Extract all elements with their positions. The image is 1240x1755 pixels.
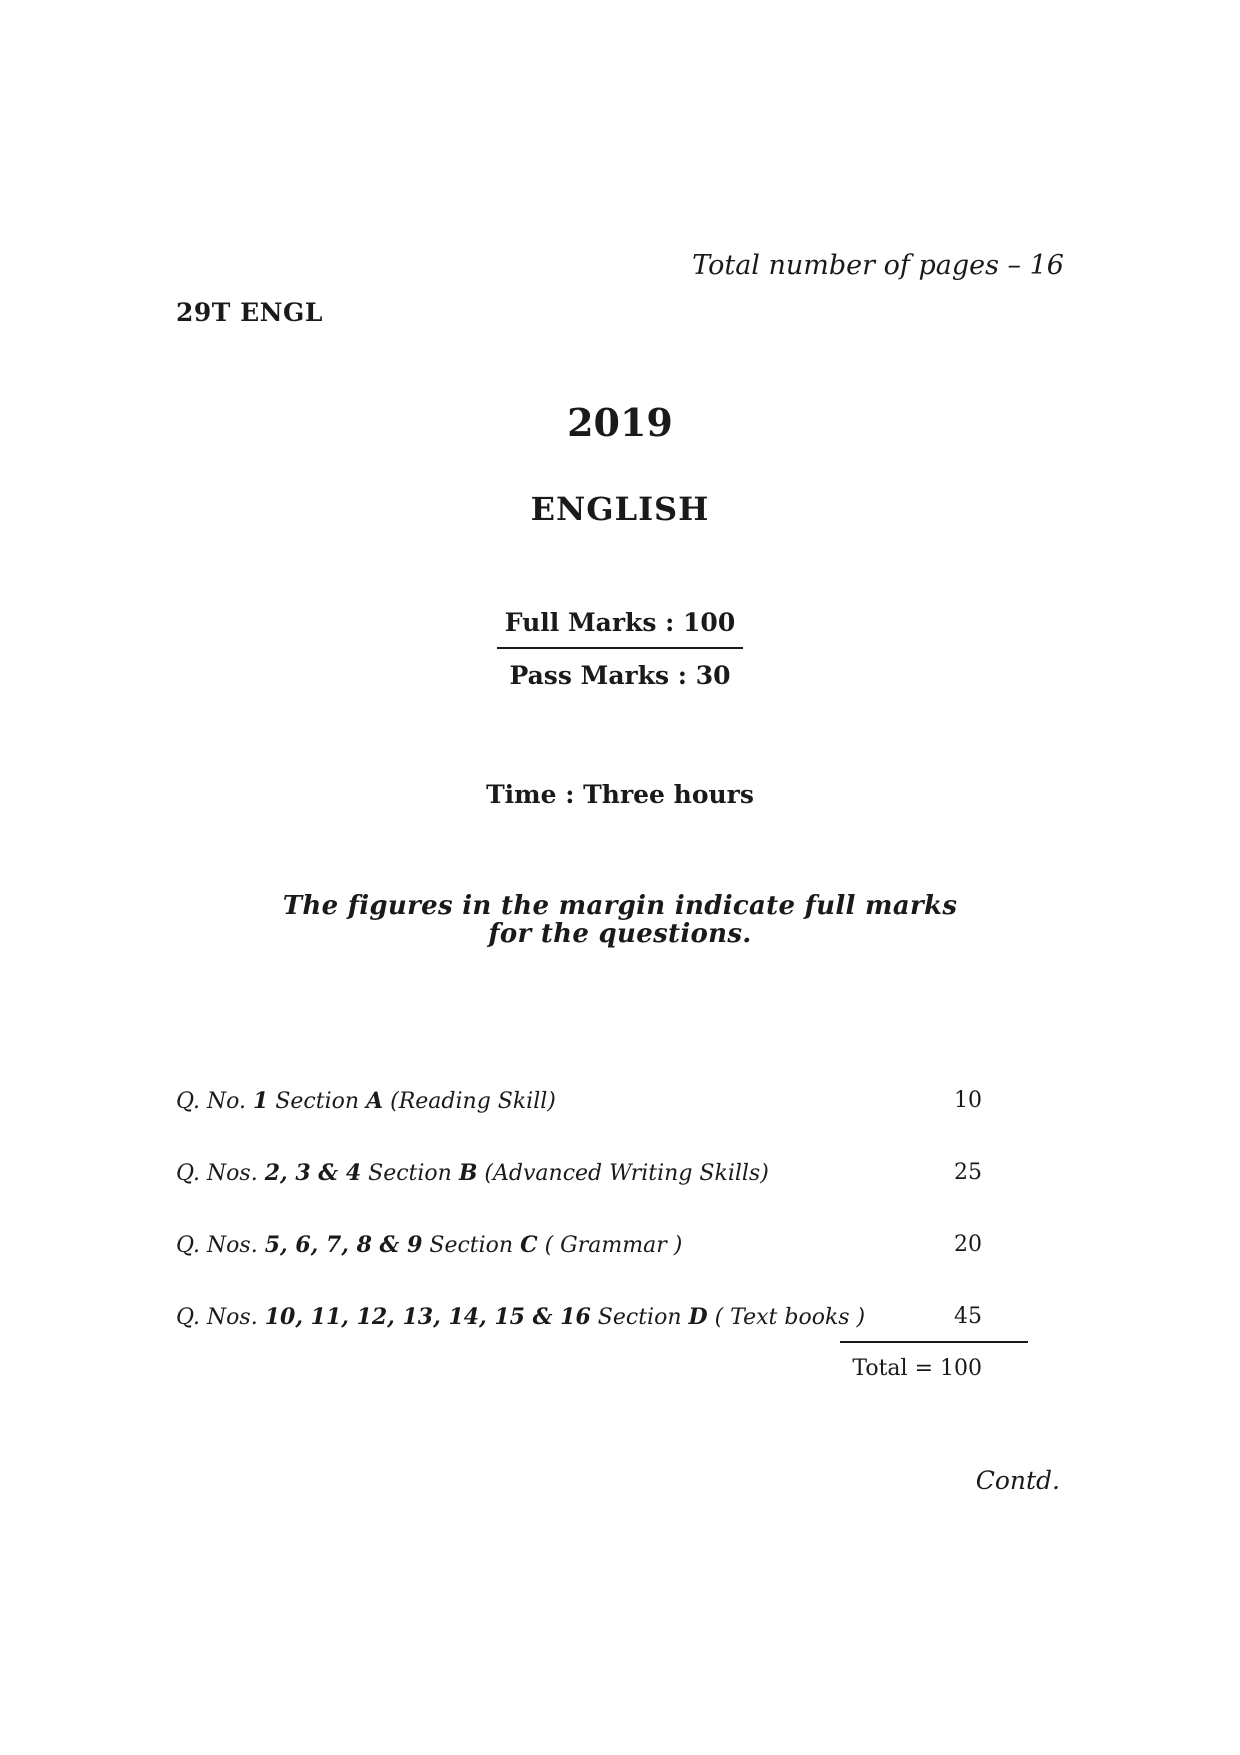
distribution-label: Q. Nos. 5, 6, 7, 8 & 9 Section C ( Grammar ) [176,1232,683,1258]
full-marks: Full Marks : 100 [497,608,743,649]
total-divider [840,1341,1028,1343]
distribution-row [176,1232,1028,1304]
continued-note: Contd. [975,1466,1060,1495]
distribution-label: Q. Nos. 2, 3 & 4 Section B (Advanced Writing Skills) [176,1160,769,1186]
instruction-line-1: The figures in the margin indicate full marks [282,891,958,921]
pass-marks: Pass Marks : 30 [509,661,731,690]
total-pages-note: Total number of pages – 16 [692,250,1064,281]
distribution-marks: 20 [954,1232,982,1257]
paper-code: 29T ENGL [176,298,323,327]
marks-block [0,608,1240,690]
distribution-marks: 25 [954,1160,982,1185]
marks-distribution-table [176,1088,1028,1376]
distribution-row [176,1088,1028,1160]
distribution-marks: 45 [954,1304,982,1329]
total-marks: Total = 100 [852,1356,982,1381]
exam-year: 2019 [567,400,673,445]
distribution-marks: 10 [954,1088,982,1113]
instruction-line-2: for the questions. [488,919,752,949]
distribution-label: Q. Nos. 10, 11, 12, 13, 14, 15 & 16 Section D ( Text books ) [176,1304,866,1330]
distribution-row [176,1160,1028,1232]
instruction-text [0,892,1240,948]
subject-title: ENGLISH [530,490,710,528]
exam-time: Time : Three hours [486,780,754,809]
distribution-label: Q. No. 1 Section A (Reading Skill) [176,1088,556,1114]
